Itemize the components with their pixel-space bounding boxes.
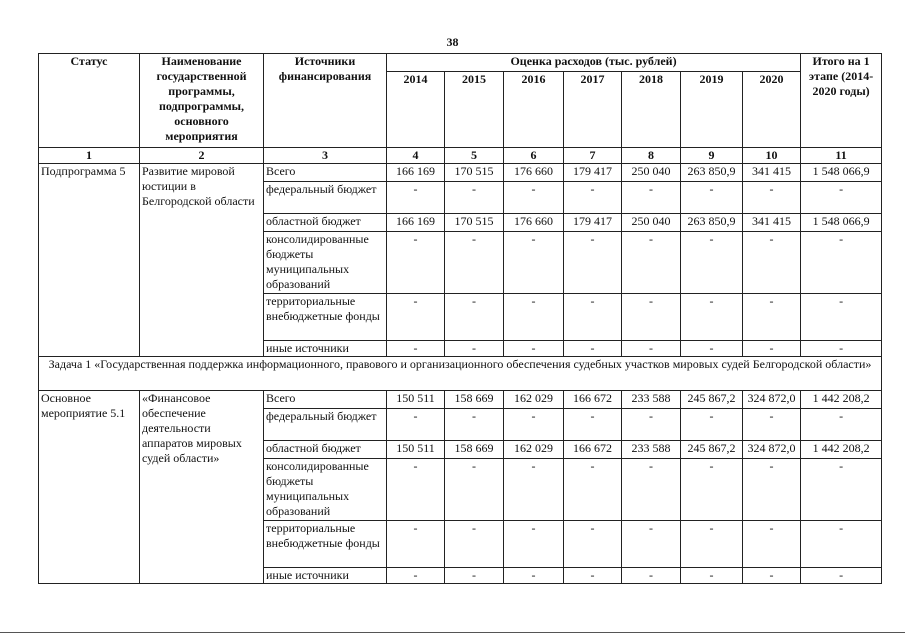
budget-table bbox=[38, 53, 882, 584]
value-cell: - bbox=[564, 182, 622, 214]
header-sources: Источники финансирования bbox=[264, 54, 387, 148]
value-cell: - bbox=[622, 409, 681, 441]
value-cell: - bbox=[622, 459, 681, 521]
value-cell: 233 588 bbox=[622, 391, 681, 409]
source-cell: территориальные внебюджетные фонды bbox=[264, 294, 387, 341]
value-cell: 233 588 bbox=[622, 441, 681, 459]
value-cell: - bbox=[387, 341, 445, 357]
program-name-cell: «Финансовое обеспечение деятельности аппаратов мировых судей области» bbox=[140, 391, 264, 584]
col-number: 10 bbox=[743, 148, 801, 164]
value-cell: - bbox=[564, 232, 622, 294]
value-cell: - bbox=[504, 341, 564, 357]
source-cell: федеральный бюджет bbox=[264, 409, 387, 441]
col-number: 3 bbox=[264, 148, 387, 164]
total-cell: 1 548 066,9 bbox=[801, 214, 882, 232]
header-estimate: Оценка расходов (тыс. рублей) bbox=[387, 54, 801, 72]
value-cell: - bbox=[743, 182, 801, 214]
col-number: 11 bbox=[801, 148, 882, 164]
value-cell: - bbox=[622, 232, 681, 294]
value-cell: - bbox=[564, 409, 622, 441]
value-cell: 341 415 bbox=[743, 214, 801, 232]
value-cell: 158 669 bbox=[445, 391, 504, 409]
header-total: Итого на 1 этапе (2014-2020 годы) bbox=[801, 54, 882, 148]
header-year: 2017 bbox=[564, 72, 622, 148]
value-cell: - bbox=[445, 521, 504, 568]
value-cell: - bbox=[743, 568, 801, 584]
value-cell: - bbox=[387, 182, 445, 214]
value-cell: 162 029 bbox=[504, 441, 564, 459]
header-year: 2018 bbox=[622, 72, 681, 148]
value-cell: - bbox=[445, 182, 504, 214]
value-cell: - bbox=[681, 294, 743, 341]
value-cell: - bbox=[743, 341, 801, 357]
header-year: 2014 bbox=[387, 72, 445, 148]
value-cell: - bbox=[504, 521, 564, 568]
value-cell: - bbox=[504, 409, 564, 441]
value-cell: 176 660 bbox=[504, 164, 564, 182]
source-cell: федеральный бюджет bbox=[264, 182, 387, 214]
header-name: Наименование государственной программы, подпрограммы, основного мероприятия bbox=[140, 54, 264, 148]
source-cell: Всего bbox=[264, 164, 387, 182]
value-cell: - bbox=[564, 294, 622, 341]
source-cell: консолидированные бюджеты муниципальных образований bbox=[264, 232, 387, 294]
value-cell: - bbox=[445, 341, 504, 357]
value-cell: - bbox=[622, 294, 681, 341]
value-cell: 166 169 bbox=[387, 214, 445, 232]
source-cell: иные источники bbox=[264, 341, 387, 357]
value-cell: 176 660 bbox=[504, 214, 564, 232]
value-cell: - bbox=[743, 459, 801, 521]
value-cell: 245 867,2 bbox=[681, 441, 743, 459]
value-cell: 170 515 bbox=[445, 214, 504, 232]
value-cell: - bbox=[504, 459, 564, 521]
value-cell: - bbox=[387, 521, 445, 568]
total-cell: - bbox=[801, 294, 882, 341]
page-number: 38 bbox=[446, 35, 459, 49]
source-cell: Всего bbox=[264, 391, 387, 409]
value-cell: - bbox=[387, 409, 445, 441]
value-cell: 245 867,2 bbox=[681, 391, 743, 409]
table-row bbox=[39, 164, 882, 182]
total-cell: 1 442 208,2 bbox=[801, 391, 882, 409]
total-cell: - bbox=[801, 459, 882, 521]
page-bottom-rule bbox=[0, 632, 905, 633]
value-cell: 341 415 bbox=[743, 164, 801, 182]
value-cell: 179 417 bbox=[564, 214, 622, 232]
value-cell: - bbox=[681, 521, 743, 568]
col-number: 4 bbox=[387, 148, 445, 164]
value-cell: - bbox=[681, 182, 743, 214]
value-cell: - bbox=[564, 568, 622, 584]
value-cell: 166 672 bbox=[564, 391, 622, 409]
value-cell: - bbox=[387, 568, 445, 584]
source-cell: территориальные внебюджетные фонды bbox=[264, 521, 387, 568]
total-cell: - bbox=[801, 568, 882, 584]
value-cell: - bbox=[743, 409, 801, 441]
value-cell: 250 040 bbox=[622, 214, 681, 232]
status-cell: Подпрограмма 5 bbox=[39, 164, 140, 357]
header-year: 2020 bbox=[743, 72, 801, 148]
value-cell: 263 850,9 bbox=[681, 214, 743, 232]
value-cell: 150 511 bbox=[387, 441, 445, 459]
col-number: 7 bbox=[564, 148, 622, 164]
value-cell: 263 850,9 bbox=[681, 164, 743, 182]
task-row bbox=[39, 357, 882, 391]
col-number: 1 bbox=[39, 148, 140, 164]
value-cell: 162 029 bbox=[504, 391, 564, 409]
col-number: 6 bbox=[504, 148, 564, 164]
value-cell: - bbox=[564, 341, 622, 357]
task-title: Задача 1 «Государственная поддержка информационного, правового и организационного обеспечения судебных участков мировых судей Белгородской области» bbox=[39, 357, 882, 391]
source-cell: областной бюджет bbox=[264, 441, 387, 459]
value-cell: 170 515 bbox=[445, 164, 504, 182]
col-number: 5 bbox=[445, 148, 504, 164]
value-cell: - bbox=[622, 341, 681, 357]
value-cell: - bbox=[681, 409, 743, 441]
program-name-cell: Развитие мировой юстиции в Белгородской области bbox=[140, 164, 264, 357]
value-cell: - bbox=[622, 521, 681, 568]
source-cell: областной бюджет bbox=[264, 214, 387, 232]
value-cell: - bbox=[564, 459, 622, 521]
total-cell: - bbox=[801, 341, 882, 357]
value-cell: - bbox=[681, 341, 743, 357]
source-cell: иные источники bbox=[264, 568, 387, 584]
header-year: 2019 bbox=[681, 72, 743, 148]
header-year: 2015 bbox=[445, 72, 504, 148]
value-cell: - bbox=[504, 294, 564, 341]
value-cell: - bbox=[504, 568, 564, 584]
value-cell: - bbox=[681, 568, 743, 584]
total-cell: - bbox=[801, 521, 882, 568]
table-row bbox=[39, 391, 882, 409]
total-cell: - bbox=[801, 182, 882, 214]
value-cell: 158 669 bbox=[445, 441, 504, 459]
value-cell: 324 872,0 bbox=[743, 441, 801, 459]
value-cell: - bbox=[387, 232, 445, 294]
value-cell: - bbox=[743, 294, 801, 341]
column-number-row bbox=[39, 148, 882, 164]
value-cell: - bbox=[445, 409, 504, 441]
col-number: 2 bbox=[140, 148, 264, 164]
value-cell: - bbox=[445, 294, 504, 341]
value-cell: - bbox=[504, 232, 564, 294]
value-cell: - bbox=[387, 294, 445, 341]
value-cell: - bbox=[743, 232, 801, 294]
value-cell: 150 511 bbox=[387, 391, 445, 409]
value-cell: - bbox=[387, 459, 445, 521]
value-cell: 166 169 bbox=[387, 164, 445, 182]
total-cell: 1 442 208,2 bbox=[801, 441, 882, 459]
header-status: Статус bbox=[39, 54, 140, 148]
value-cell: - bbox=[445, 459, 504, 521]
value-cell: 250 040 bbox=[622, 164, 681, 182]
value-cell: - bbox=[445, 232, 504, 294]
value-cell: - bbox=[681, 459, 743, 521]
status-cell: Основное мероприятие 5.1 bbox=[39, 391, 140, 584]
total-cell: 1 548 066,9 bbox=[801, 164, 882, 182]
value-cell: - bbox=[681, 232, 743, 294]
value-cell: 166 672 bbox=[564, 441, 622, 459]
header-year: 2016 bbox=[504, 72, 564, 148]
value-cell: 324 872,0 bbox=[743, 391, 801, 409]
value-cell: - bbox=[445, 568, 504, 584]
value-cell: - bbox=[504, 182, 564, 214]
source-cell: консолидированные бюджеты муниципальных образований bbox=[264, 459, 387, 521]
col-number: 8 bbox=[622, 148, 681, 164]
value-cell: - bbox=[622, 182, 681, 214]
value-cell: - bbox=[743, 521, 801, 568]
total-cell: - bbox=[801, 232, 882, 294]
value-cell: 179 417 bbox=[564, 164, 622, 182]
total-cell: - bbox=[801, 409, 882, 441]
value-cell: - bbox=[622, 568, 681, 584]
col-number: 9 bbox=[681, 148, 743, 164]
value-cell: - bbox=[564, 521, 622, 568]
